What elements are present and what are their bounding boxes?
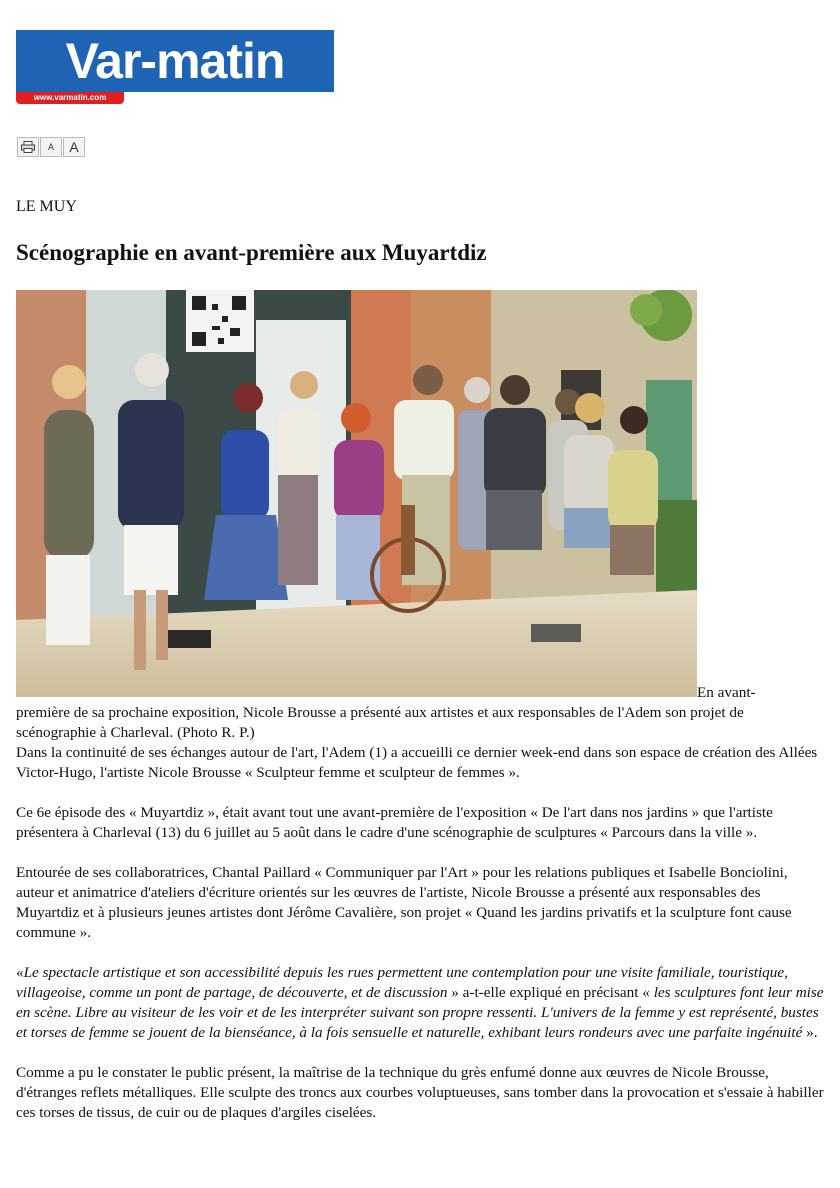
paragraph-1: Dans la continuité de ses échanges autour de l'art, l'Adem (1) a accueilli ce dernier week-end dans son espace de création des Allées Victor-Hugo, l'artiste Nicole Brousse « Sculpteur femme et sculpteur de femmes ». [16, 744, 818, 781]
paragraph-2: Ce 6e épisode des « Muyartdiz », était avant tout une avant-première de l'exposition « De l'art dans nos jardins » que l'artiste présentera à Charleval (13) du 6 juillet au 5 août dans le cadre d'une scénographie de sculptures « Parcours dans la ville ». [16, 804, 773, 841]
article-photo [16, 290, 697, 697]
font-smaller-label: A [47, 142, 54, 152]
font-larger-label: A [69, 139, 79, 155]
print-button[interactable] [17, 137, 39, 157]
quote-text-2: les sculptures font leur mise en scène. Libre au visiteur de les voir et de les interpréter suivant son propre ressenti. L'univers de la femme y est représenté, bustes et torses de femme se jouent de la bienséance, à la fois sensuelle et naturelle, exhibant leurs rondeurs avec une parfaite ingénuité [16, 984, 824, 1041]
article-toolbar [17, 137, 85, 157]
section-label: LE MUY [16, 198, 77, 215]
quote-open: « [16, 964, 24, 981]
site-logo[interactable] [16, 30, 334, 104]
logo-text: Var-matin [65, 33, 285, 89]
quote-text-1: Le spectacle artistique et son accessibilité depuis les rues permettent une contemplation pour une visite familiale, touristique, villageoise, comme un pont de partage, de découverte, et de discussion [16, 964, 788, 1001]
quote-mid: » a-t-elle expliqué en précisant « [447, 984, 654, 1001]
paragraph-5: Comme a pu le constater le public présent, la maîtrise de la technique du grès enfumé donne aux œuvres de Nicole Brousse, d'étranges reflets métalliques. Elle sculpte des troncs aux courbes voluptueuses, sans tomber dans la provocation et s'essaie à habiller ces torses de tissus, de cuir ou de plaques d'argiles ciselées. [16, 1064, 824, 1121]
font-larger-button[interactable] [63, 137, 85, 157]
printer-icon [21, 141, 35, 153]
article-body [16, 683, 826, 1143]
article-headline: Scénographie en avant-première aux Muyartdiz [16, 240, 487, 265]
group-photo [16, 290, 697, 697]
paragraph-4 [16, 963, 826, 1043]
paragraph-3: Entourée de ses collaboratrices, Chantal Paillard « Communiquer par l'Art » pour les relations publiques et Isabelle Bonciolini, auteur et animatrice d'ateliers d'écriture orientés sur les œuvres de l'artiste, Nicole Brousse a présenté aux responsables des Muyartdiz et à plusieurs jeunes artistes dont Jérôme Cavalière, son projet « Quand les jardins privatifs et la sculpture font cause commune ». [16, 864, 792, 941]
quote-close: ». [802, 1024, 818, 1041]
photo-caption-start: En avant- [697, 684, 756, 701]
logo-url: www.varmatin.com [16, 92, 124, 104]
photo-caption: première de sa prochaine exposition, Nicole Brousse a présenté aux artistes et aux responsables de l'Adem son projet de scénographie à Charleval. (Photo R. P.) [16, 704, 744, 741]
font-smaller-button[interactable] [40, 137, 62, 157]
